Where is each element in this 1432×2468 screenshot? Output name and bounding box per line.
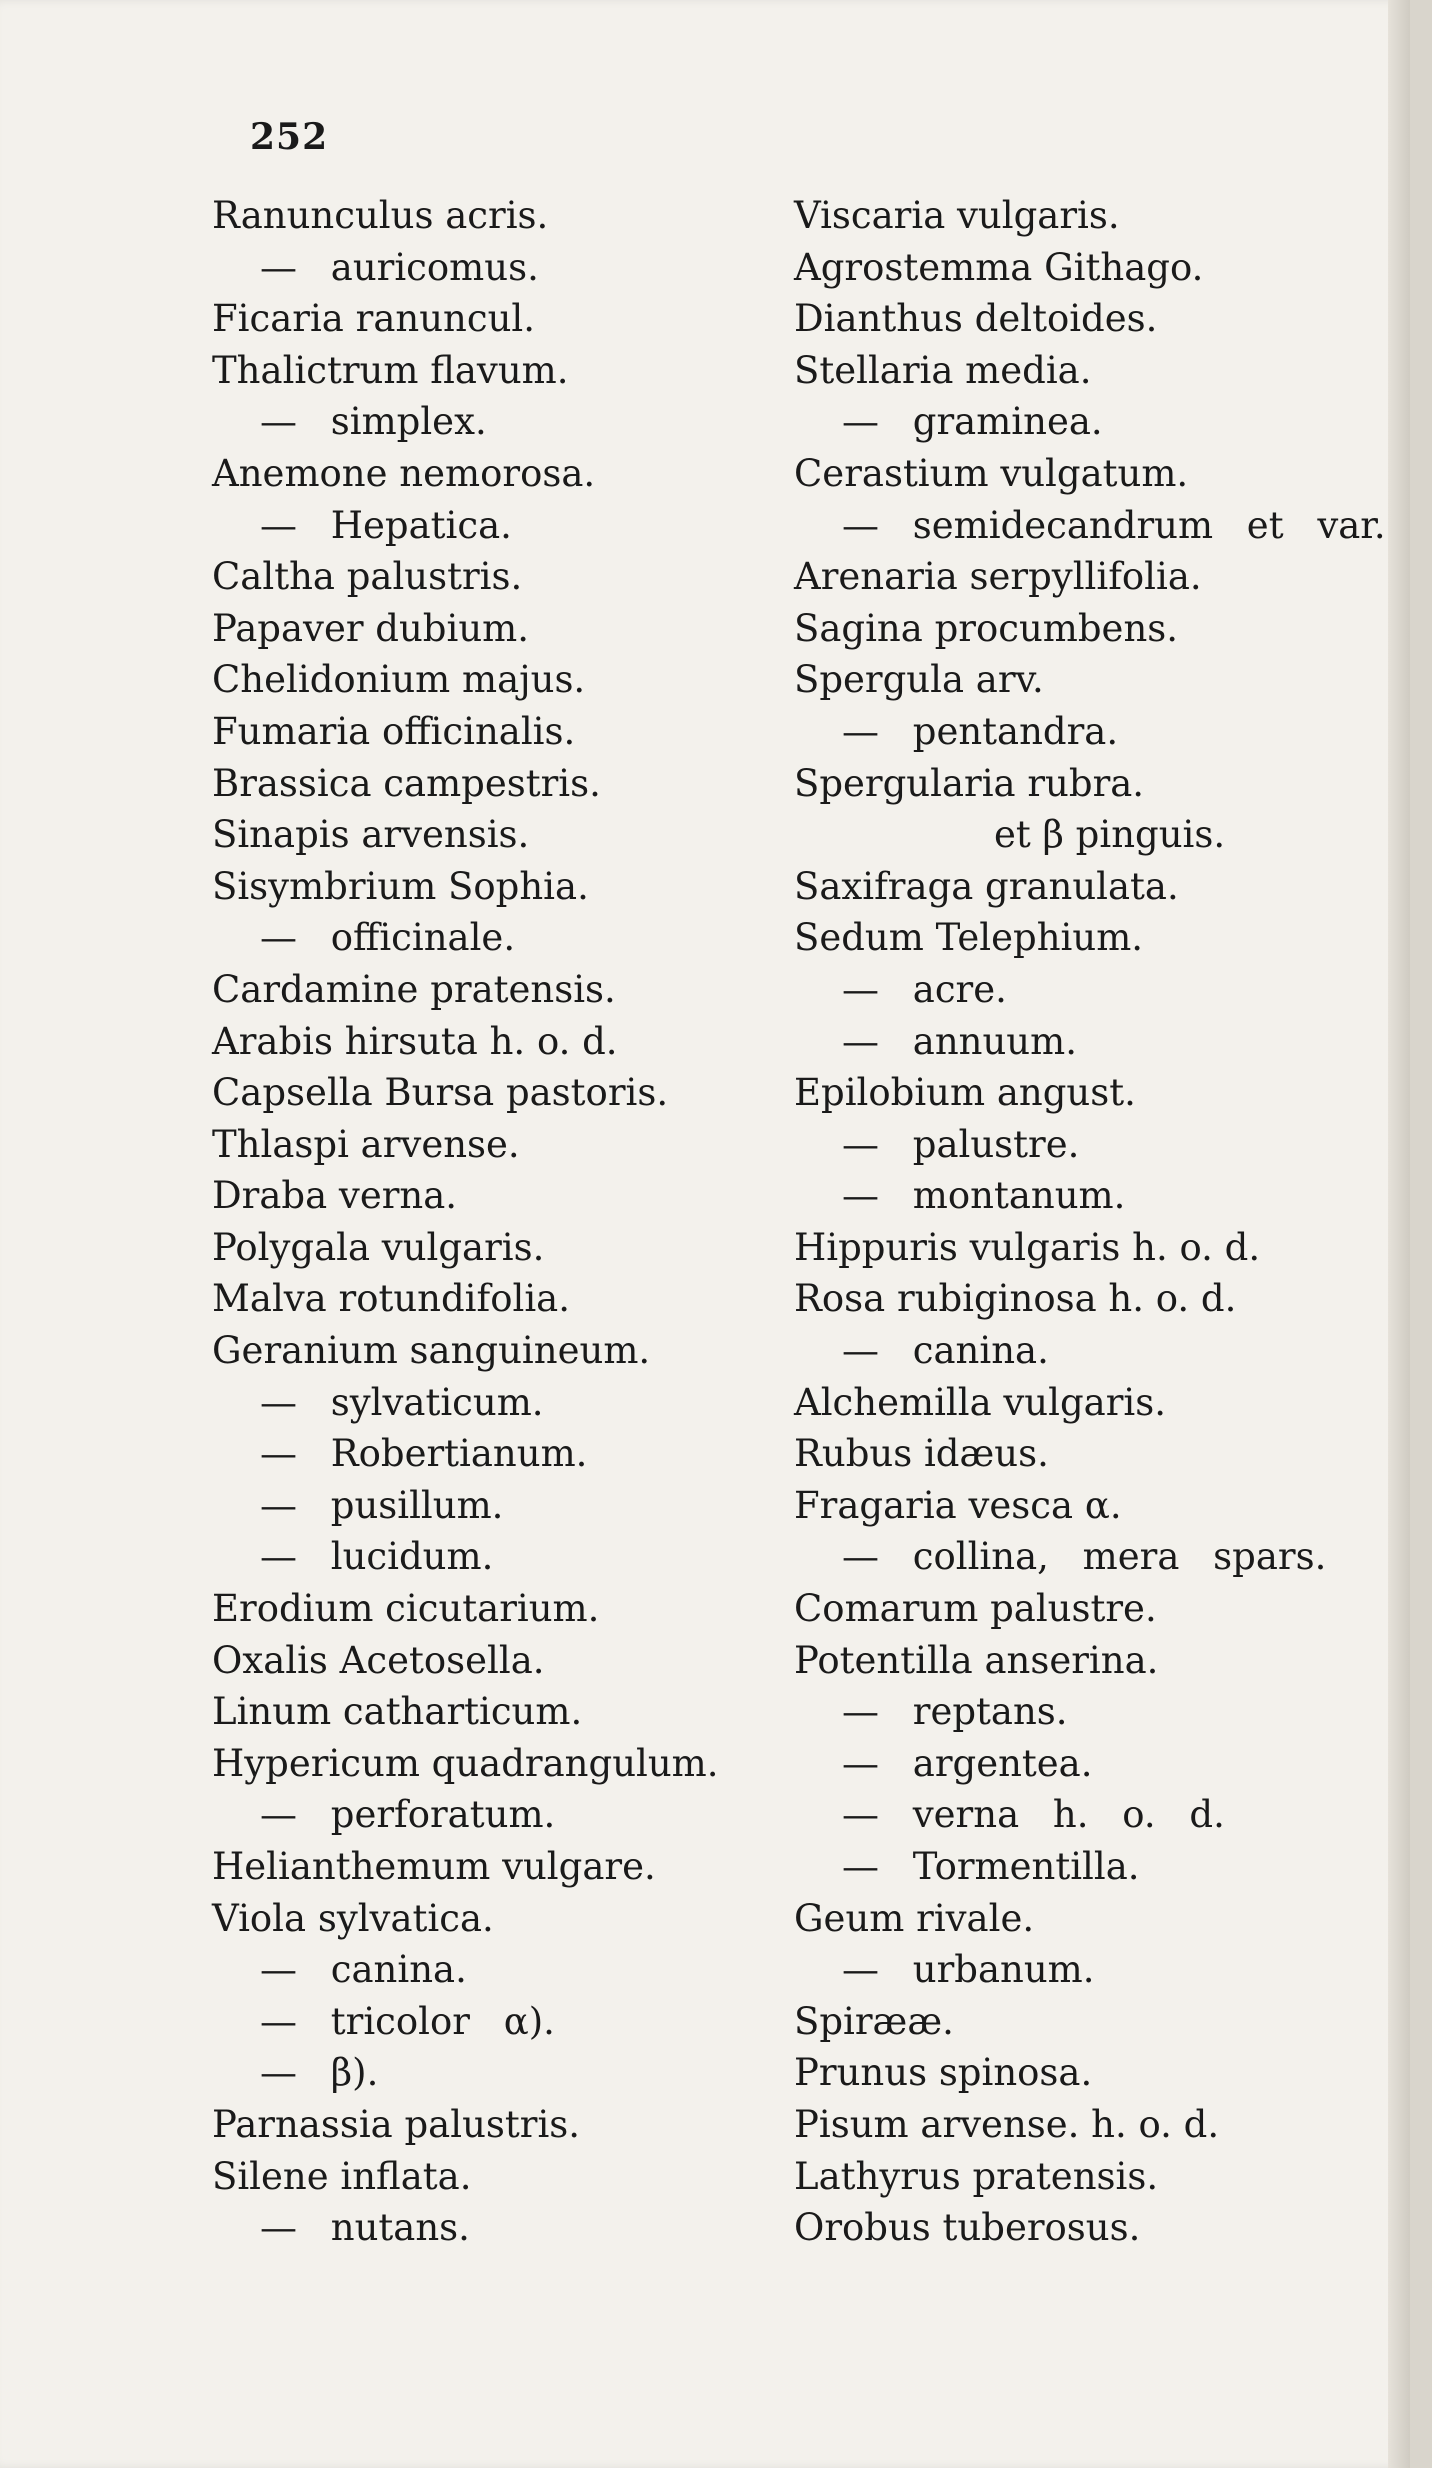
species-entry: Dianthus deltoides.	[794, 297, 1158, 341]
page-edge	[1388, 0, 1410, 2468]
species-entry: Helianthemum vulgare.	[212, 1845, 656, 1888]
species-entry: — Tormentilla.	[842, 1845, 1140, 1888]
species-entry: Thalictrum flavum.	[212, 348, 569, 392]
species-entry: — auricomus.	[260, 245, 539, 289]
species-entry: Silene inflata.	[212, 2154, 472, 2198]
species-entry: — officinale.	[260, 916, 516, 960]
species-entry: Hypericum quadrangulum.	[212, 1741, 719, 1785]
species-entry: Ficaria ranuncul.	[212, 297, 536, 341]
species-entry: — reptans.	[842, 1690, 1068, 1734]
species-entry: Spirææ.	[794, 1999, 954, 2043]
species-entry: Brassica campestris.	[212, 761, 601, 805]
species-entry: Hippuris vulgaris h. o. d.	[794, 1225, 1261, 1269]
species-entry: Viola sylvatica.	[212, 1896, 494, 1940]
species-entry: Sinapis arvensis.	[212, 813, 530, 857]
species-entry: Stellaria media.	[794, 348, 1092, 392]
species-entry: — verna h. o. d.	[842, 1793, 1225, 1837]
species-entry: Lathyrus pratensis.	[794, 2154, 1159, 2198]
species-entry: Orobus tuberosus.	[794, 2206, 1141, 2250]
species-entry: Chelidonium majus.	[212, 658, 586, 702]
species-entry: — lucidum.	[260, 1535, 494, 1579]
species-entry: — annuum.	[842, 1019, 1077, 1063]
species-entry: Rubus idæus.	[794, 1432, 1049, 1476]
species-entry: Oxalis Acetosella.	[212, 1638, 545, 1682]
species-entry: — argentea.	[842, 1741, 1093, 1785]
species-entry: Sisymbrium Sophia.	[212, 864, 589, 908]
species-entry: Pisum arvense. h. o. d.	[794, 2102, 1220, 2146]
species-entry: Saxifraga granulata.	[794, 864, 1179, 908]
species-entry: Thlaspi arvense.	[212, 1122, 520, 1166]
left-column	[212, 190, 772, 2254]
species-entry: — tricolor α).	[260, 1999, 555, 2043]
species-entry: Sedum Telephium.	[794, 916, 1144, 960]
species-entry: — sylvaticum.	[260, 1380, 544, 1424]
species-entry: — canina.	[842, 1329, 1049, 1373]
species-entry: — acre.	[842, 967, 1007, 1011]
species-entry: — montanum.	[842, 1174, 1126, 1218]
species-entry: Agrostemma Githago.	[794, 245, 1204, 289]
right-column	[794, 190, 1386, 2254]
species-entry: Cerastium vulgatum.	[794, 451, 1189, 495]
species-entry: Capsella Bursa pastoris.	[212, 1071, 669, 1115]
species-entry: — semidecandrum et var.	[842, 503, 1386, 547]
species-entry: Rosa rubiginosa h. o. d.	[794, 1277, 1237, 1321]
species-entry: — β).	[260, 2051, 379, 2095]
species-entry: Sagina procumbens.	[794, 606, 1179, 650]
species-entry: Ranunculus acris.	[212, 194, 549, 237]
species-entry: Papaver dubium.	[212, 606, 529, 650]
species-entry: Draba verna.	[212, 1174, 458, 1218]
species-entry: — pentandra.	[842, 709, 1119, 753]
species-entry: Alchemilla vulgaris.	[794, 1380, 1166, 1424]
page-number: 252	[250, 116, 329, 158]
species-entry: Comarum palustre.	[794, 1587, 1157, 1631]
species-entry: Spergularia rubra.	[794, 761, 1145, 805]
species-entry: — nutans.	[260, 2206, 470, 2250]
species-entry: — perforatum.	[260, 1793, 556, 1837]
species-entry: — Hepatica.	[260, 503, 512, 547]
species-entry: Fumaria officinalis.	[212, 709, 576, 753]
species-entry: Epilobium angust.	[794, 1071, 1136, 1115]
species-entry: — Robertianum.	[260, 1432, 588, 1476]
species-entry: Erodium cicutarium.	[212, 1587, 600, 1631]
species-entry: — palustre.	[842, 1122, 1080, 1166]
species-entry: Linum catharticum.	[212, 1690, 583, 1734]
species-entry: — graminea.	[842, 400, 1103, 444]
species-entry: — canina.	[260, 1948, 467, 1992]
species-entry: Parnassia palustris.	[212, 2102, 581, 2146]
species-entry: et β pinguis.	[994, 813, 1226, 857]
species-entry: Polygala vulgaris.	[212, 1225, 545, 1269]
species-entry: Spergula arv.	[794, 658, 1044, 702]
species-entry: Potentilla anserina.	[794, 1638, 1159, 1682]
species-entry: — pusillum.	[260, 1483, 504, 1527]
species-entry: Arenaria serpyllifolia.	[794, 555, 1202, 599]
species-entry: Viscaria vulgaris.	[794, 194, 1120, 237]
species-entry: — collina, mera spars.	[842, 1535, 1327, 1579]
species-entry: Arabis hirsuta h. o. d.	[212, 1019, 618, 1063]
species-entry: Fragaria vesca α.	[794, 1483, 1122, 1527]
species-entry: — urbanum.	[842, 1948, 1095, 1992]
species-entry: Caltha palustris.	[212, 555, 523, 599]
species-entry: Prunus spinosa.	[794, 2051, 1093, 2095]
species-entry: Malva rotundifolia.	[212, 1277, 570, 1321]
species-entry: Geum rivale.	[794, 1896, 1035, 1940]
species-entry: Geranium sanguineum.	[212, 1329, 651, 1373]
species-entry: Cardamine pratensis.	[212, 967, 616, 1011]
species-entry: — simplex.	[260, 400, 487, 444]
species-entry: Anemone nemorosa.	[212, 451, 596, 495]
